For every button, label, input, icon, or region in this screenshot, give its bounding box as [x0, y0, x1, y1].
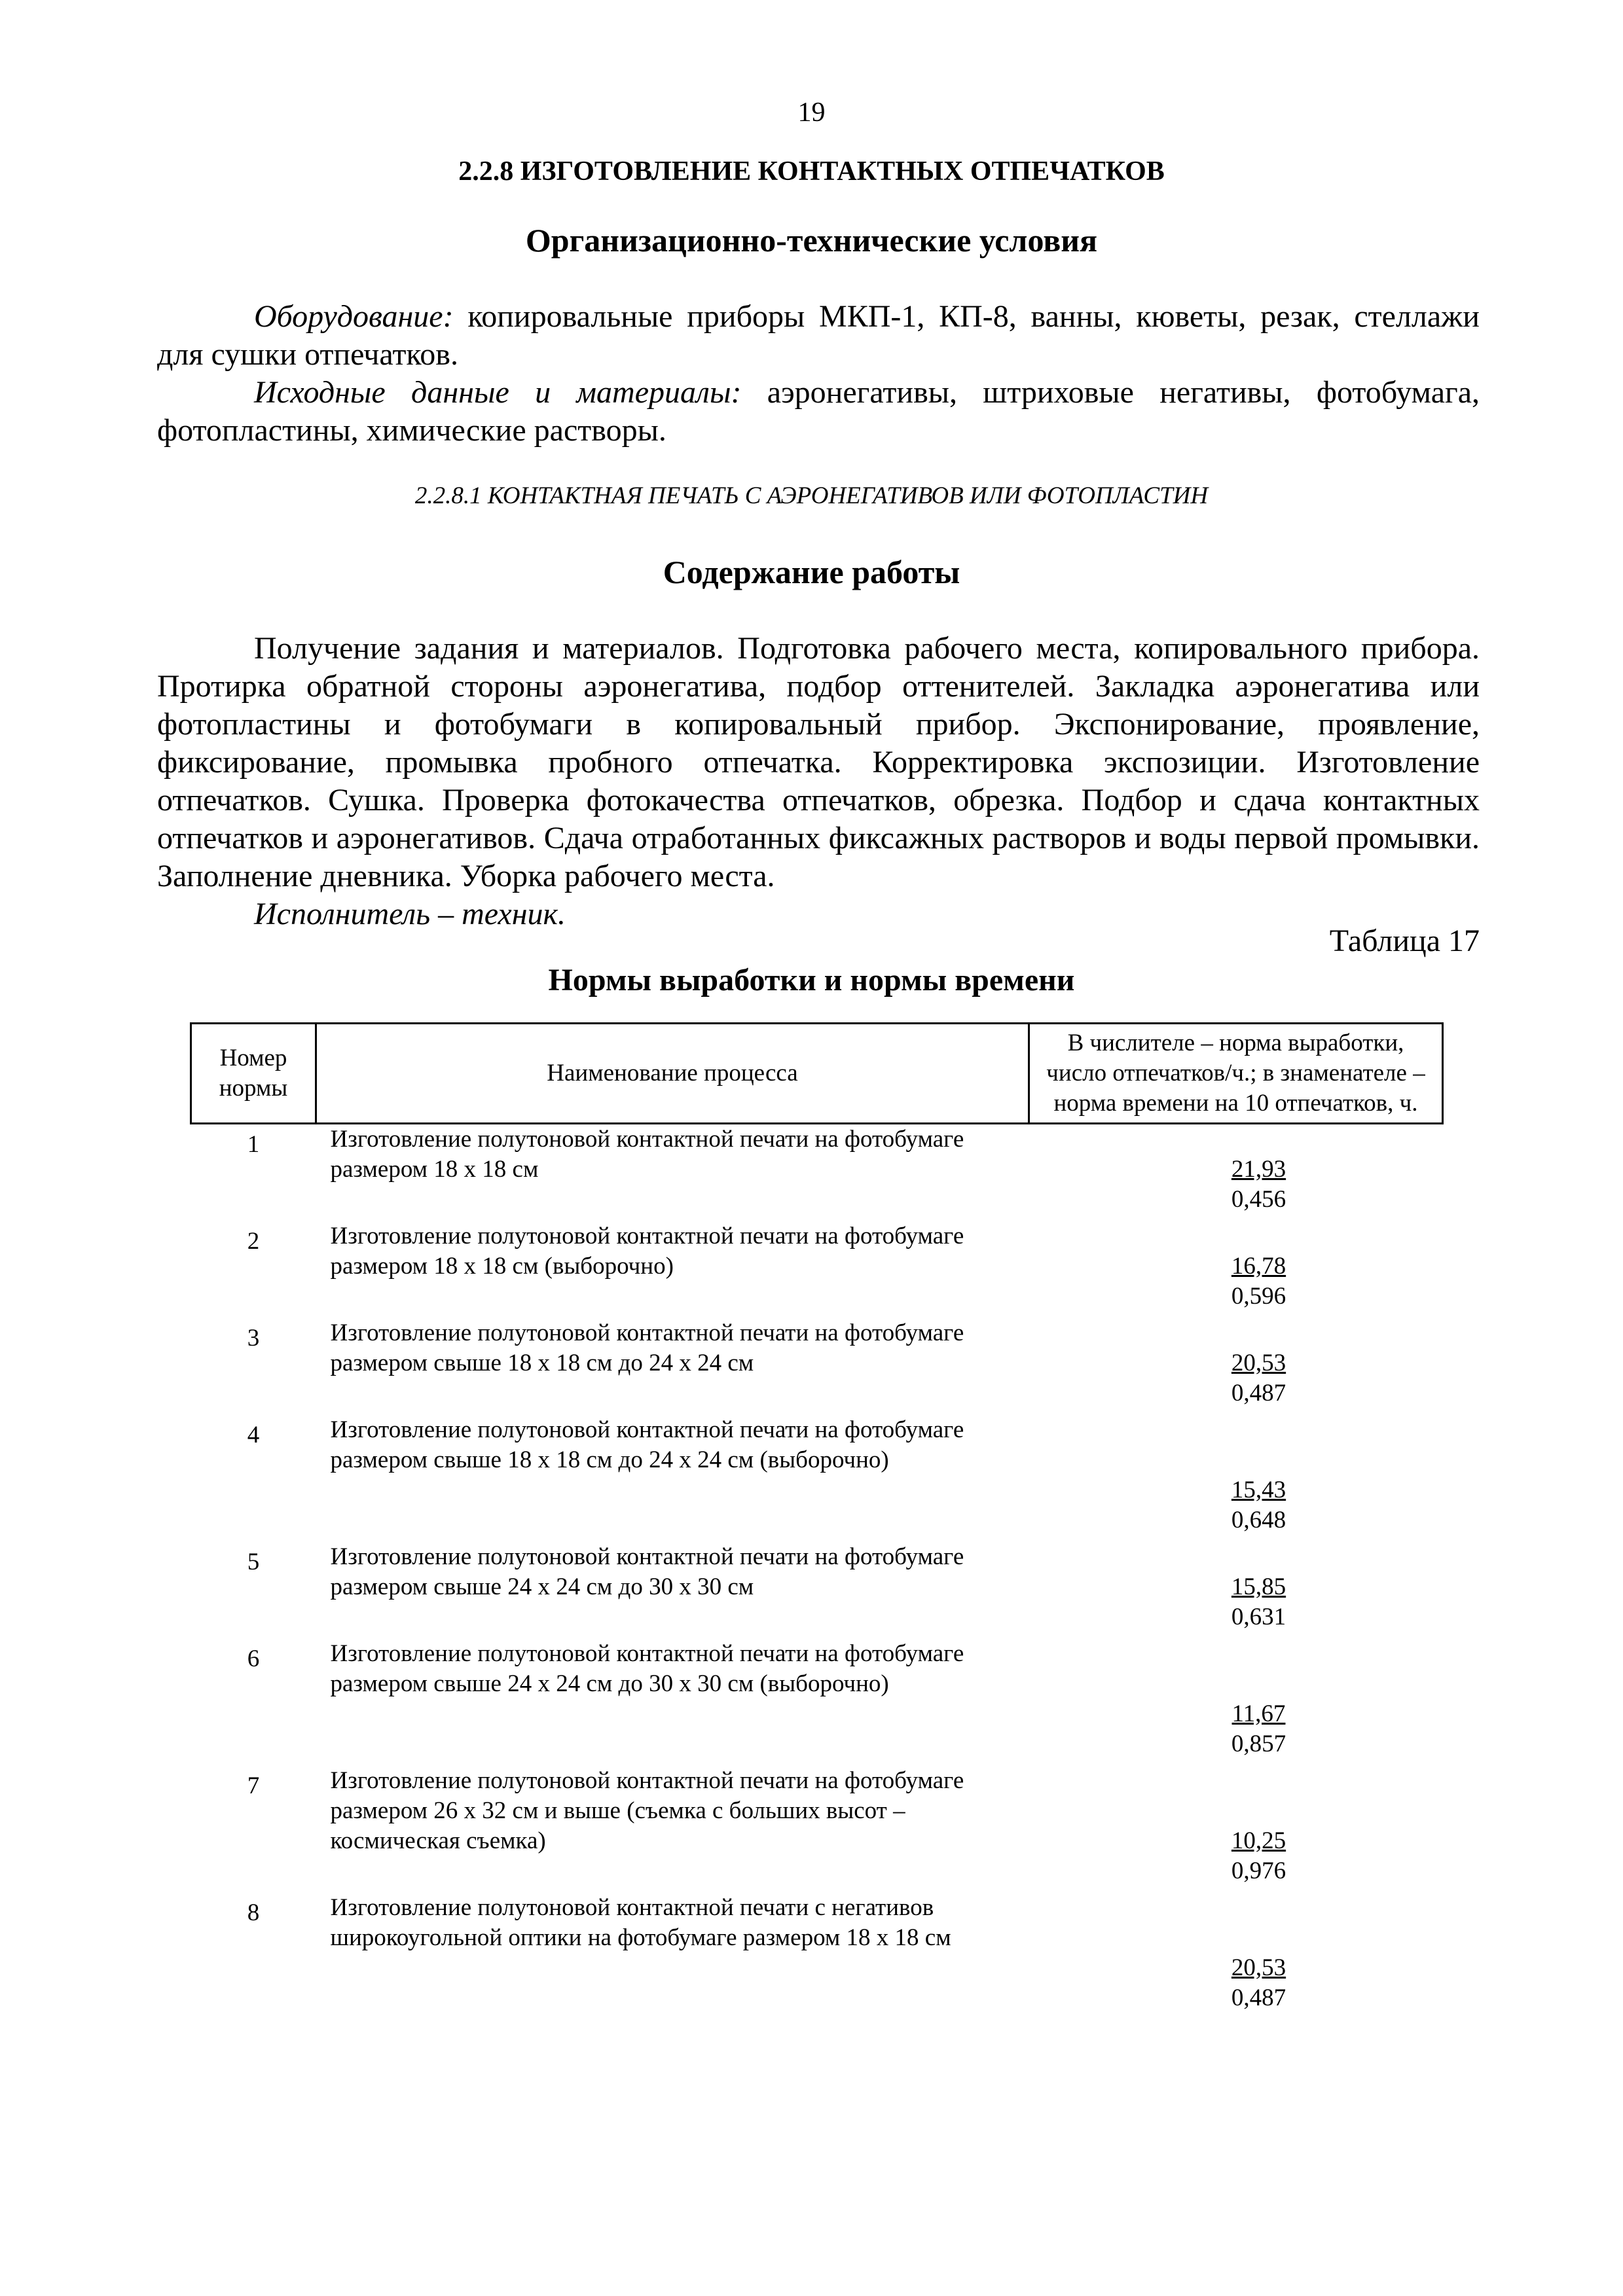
norm-fraction — [1231, 1572, 1286, 1632]
norm-fraction — [1231, 1826, 1286, 1886]
row-number: 8 — [247, 1899, 260, 1926]
row-number: 2 — [247, 1228, 260, 1255]
section-number: 2.2.8 — [458, 156, 514, 187]
output-norm: 20,53 — [1231, 1350, 1286, 1376]
section-heading — [0, 156, 1623, 187]
output-norm: 16,78 — [1231, 1253, 1286, 1280]
page-number: 19 — [797, 98, 826, 128]
header-process-name: Наименование процесса — [316, 1024, 1029, 1124]
table-label: Таблица 17 — [1329, 924, 1480, 958]
section-title: ИЗГОТОВЛЕНИЕ КОНТАКТНЫХ ОТПЕЧАТКОВ — [520, 156, 1165, 187]
process-name: Изготовление полутоновой контактной печати на фотобумаге размером свыше 24 х 24 см до 30 х 30 см (выборочно) — [330, 1640, 964, 1697]
time-norm: 0,487 — [1231, 1984, 1286, 2011]
materials-paragraph — [157, 374, 1480, 450]
norm-fraction — [1231, 1155, 1286, 1215]
norm-fraction — [1231, 1953, 1286, 2013]
table-row — [191, 1639, 1443, 1766]
norms-table — [190, 1022, 1444, 2020]
process-name: Изготовление полутоновой контактной печати на фотобумаге размером 18 х 18 см — [330, 1126, 964, 1183]
output-norm: 15,43 — [1231, 1477, 1286, 1503]
output-norm: 20,53 — [1231, 1954, 1286, 1981]
time-norm: 0,648 — [1231, 1507, 1286, 1534]
work-content-text: Получение задания и материалов. Подготовка рабочего места, копировального прибора. Протирка обратной стороны аэронегатива, подбор оттенителей. Закладка аэронегатива или фотопластины и фотобумаги в копировальный прибор. Экспонирование, проявление, фиксирование, промывка пробного отпечатка. Корректировка экспозиции. Изготовление отпечатков. Сушка. Проверка фотокачества отпечатков, обрезка. Подбор и сдача контактных отпечатков и аэронегативов. Сдача отработанных фиксажных растворов и воды первой промывки. Заполнение дневника. Уборка рабочего места. — [157, 631, 1480, 893]
process-name: Изготовление полутоновой контактной печати на фотобумаге размером свыше 18 х 18 см до 24 х 24 см (выборочно) — [330, 1416, 964, 1473]
table-row — [191, 1893, 1443, 2020]
work-content-heading: Содержание работы — [663, 554, 960, 590]
time-norm: 0,456 — [1231, 1186, 1286, 1213]
row-number: 1 — [247, 1131, 260, 1158]
table-header-row — [191, 1024, 1443, 1124]
row-number: 3 — [247, 1325, 260, 1352]
equipment-label: Оборудование: — [254, 299, 454, 334]
table-title: Нормы выработки и нормы времени — [548, 963, 1075, 997]
subsection-heading: 2.2.8.1 КОНТАКТНАЯ ПЕЧАТЬ С АЭРОНЕГАТИВОВ ИЛИ ФОТОПЛАСТИН — [414, 482, 1209, 509]
table-row — [191, 1415, 1443, 1542]
row-number: 6 — [247, 1645, 260, 1672]
materials-text: аэронегативы, штриховые негативы, фотобумага, фотопластины, химические растворы. — [157, 375, 1480, 448]
process-name: Изготовление полутоновой контактной печати на фотобумаге размером 26 х 32 см и выше (съемка с больших высот – космическая съемка) — [330, 1767, 964, 1854]
time-norm: 0,976 — [1231, 1857, 1286, 1884]
time-norm: 0,631 — [1231, 1604, 1286, 1630]
time-norm: 0,857 — [1231, 1731, 1286, 1757]
equipment-paragraph — [157, 298, 1480, 374]
header-norm-number: Номер нормы — [191, 1024, 316, 1124]
org-conditions-heading: Организационно-технические условия — [525, 222, 1098, 259]
time-norm: 0,596 — [1231, 1283, 1286, 1310]
norm-fraction — [1231, 1475, 1286, 1535]
output-norm: 15,85 — [1231, 1573, 1286, 1600]
header-norms: В числителе – норма выработки, число отпечатков/ч.; в знаменателе – норма времени на 10 отпечатков, ч. — [1029, 1024, 1443, 1124]
table-row — [191, 1124, 1443, 1222]
norm-fraction — [1231, 1699, 1286, 1759]
norm-fraction — [1231, 1251, 1286, 1312]
materials-label: Исходные данные и материалы: — [254, 375, 742, 410]
table-row — [191, 1221, 1443, 1318]
table-row — [191, 1318, 1443, 1415]
performer-line — [157, 895, 1480, 933]
process-name: Изготовление полутоновой контактной печати с негативов широкоугольной оптики на фотобумаге размером 18 х 18 см — [330, 1894, 951, 1951]
process-name: Изготовление полутоновой контактной печати на фотобумаге размером 18 х 18 см (выборочно) — [330, 1223, 964, 1280]
row-number: 5 — [247, 1549, 260, 1575]
equipment-text: копировальные приборы МКП-1, КП-8, ванны, кюветы, резак, стеллажи для сушки отпечатков. — [157, 299, 1480, 372]
process-name: Изготовление полутоновой контактной печати на фотобумаге размером свыше 18 х 18 см до 24 х 24 см — [330, 1319, 964, 1376]
row-number: 7 — [247, 1772, 260, 1799]
work-content-paragraph — [157, 630, 1480, 895]
table-row — [191, 1766, 1443, 1893]
output-norm: 11,67 — [1231, 1700, 1286, 1727]
performer-text: Исполнитель – техник. — [254, 897, 566, 931]
norm-fraction — [1231, 1348, 1286, 1408]
table-row — [191, 1542, 1443, 1639]
row-number: 4 — [247, 1422, 260, 1448]
output-norm: 21,93 — [1231, 1156, 1286, 1183]
process-name: Изготовление полутоновой контактной печати на фотобумаге размером свыше 24 х 24 см до 30 х 30 см — [330, 1543, 964, 1600]
time-norm: 0,487 — [1231, 1380, 1286, 1407]
output-norm: 10,25 — [1231, 1827, 1286, 1854]
